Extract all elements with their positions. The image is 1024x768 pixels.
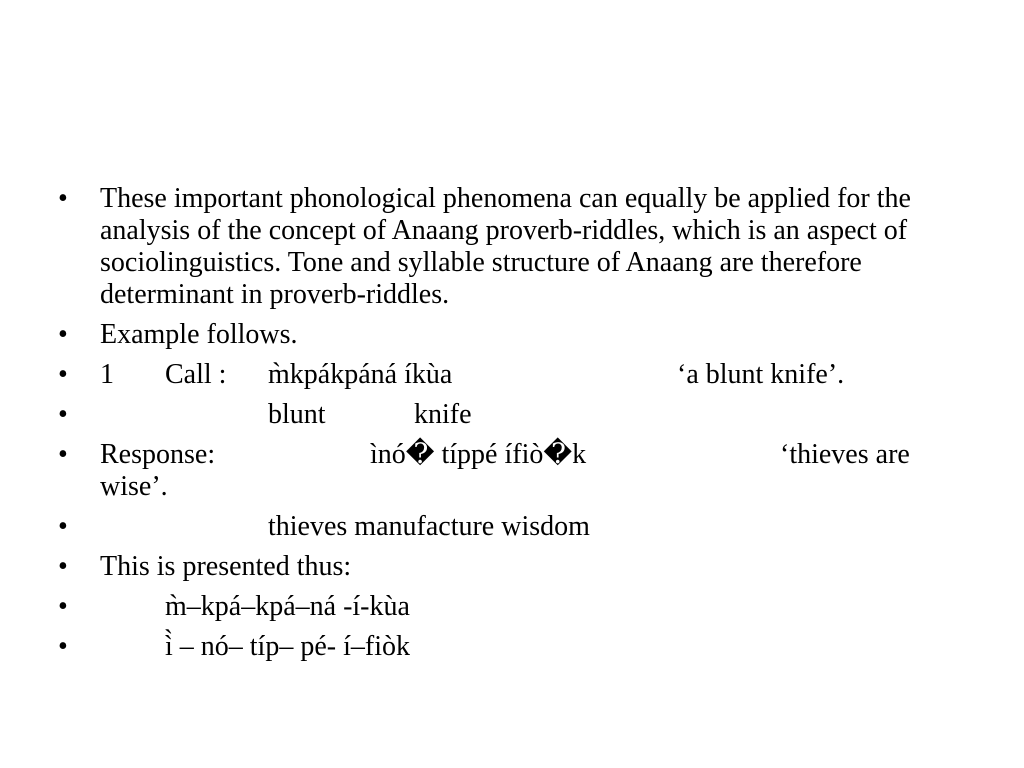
call-word: m̀kpákpáná íkùa — [268, 359, 453, 390]
call-gloss: ‘a blunt knife’. — [677, 359, 845, 390]
bullet-item-call-gloss-words — [58, 399, 958, 431]
bullet-icon: • — [58, 319, 68, 350]
bullet-text: Example follows. — [100, 319, 298, 350]
call-label: Call : — [165, 359, 227, 390]
response-word: ìnó� típpé ífiò�k — [370, 439, 587, 470]
gloss-word-knife: knife — [414, 399, 472, 430]
bullet-icon: • — [58, 399, 68, 430]
bullet-item-response-gloss-words — [58, 511, 958, 543]
response-label: Response: — [100, 439, 216, 470]
bullet-icon: • — [58, 183, 68, 214]
bullet-text: This is presented thus: — [100, 551, 352, 582]
response-gloss-words: thieves manufacture wisdom — [268, 511, 590, 542]
call-segmented: m̀–kpá–kpá–ná -í-kùa — [165, 591, 410, 622]
bullet-icon: • — [58, 359, 68, 390]
bullet-icon: • — [58, 511, 68, 542]
bullet-icon: • — [58, 631, 68, 662]
bullet-list — [58, 183, 958, 671]
bullet-text: These important phonological phenomena can equally be applied for the analysis of the concept of Anaang proverb-riddles, which is an aspect of sociolinguistics. Tone and syllable structure of Anaang are therefore determinant in proverb-riddles. — [100, 183, 911, 310]
response-gloss-continued: wise’. — [100, 471, 168, 502]
example-number: 1 — [100, 359, 114, 390]
bullet-icon: • — [58, 551, 68, 582]
gloss-word-blunt: blunt — [268, 399, 326, 430]
bullet-item-example-follows — [58, 319, 958, 351]
bullet-icon: • — [58, 439, 68, 470]
bullet-icon: • — [58, 591, 68, 622]
bullet-item-phonology — [58, 183, 958, 311]
bullet-item-response — [58, 439, 958, 503]
bullet-item-call — [58, 359, 958, 391]
response-segmented: ì̀ – nó– típ– pé- í–fiòk — [165, 631, 410, 662]
bullet-item-presented-thus — [58, 551, 958, 583]
response-gloss: ‘thieves are — [780, 439, 910, 470]
bullet-item-response-segmented — [58, 631, 958, 663]
bullet-item-call-segmented — [58, 591, 958, 623]
